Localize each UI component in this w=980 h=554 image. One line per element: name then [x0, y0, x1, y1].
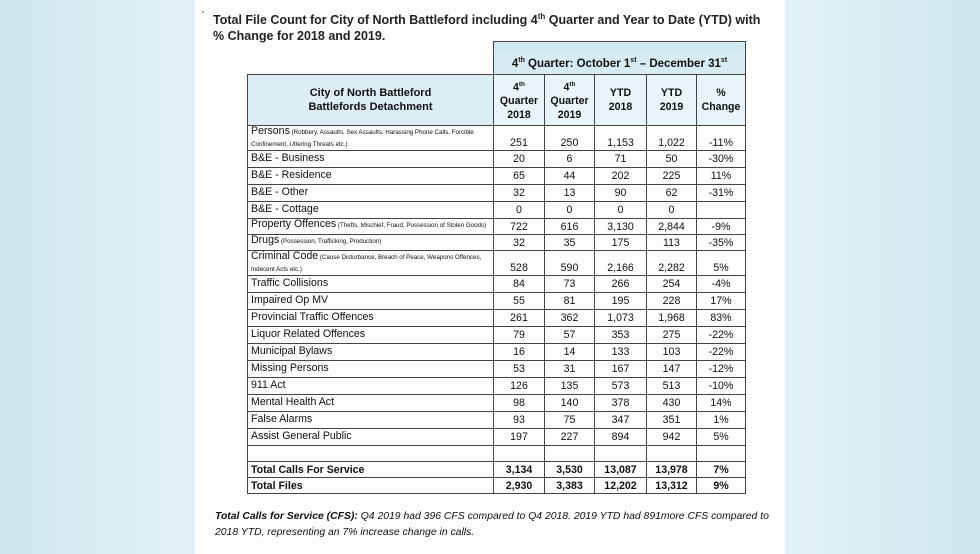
cell-q4-2018: 93: [494, 412, 545, 429]
bullet-mark: ': [202, 10, 204, 21]
row-label: [248, 412, 494, 429]
table-row: [248, 151, 746, 168]
cell-ytd-2018: 167: [595, 361, 647, 378]
row-label: [248, 235, 494, 251]
table-row: [248, 327, 746, 344]
row-label: [248, 293, 494, 310]
cell-q4-2018: 65: [494, 168, 545, 185]
row-label: [248, 126, 494, 151]
document-page: [195, 0, 785, 554]
row-label-note: (Thefts, Mischief, Fraud, Possession of Stolen Goods): [336, 222, 487, 229]
title-superscript: th: [537, 12, 546, 21]
cell-q4-2018: 0: [494, 202, 545, 219]
footer-bold: Total Calls for Service (CFS):: [215, 511, 358, 522]
cell-ytd-2019: 13,978: [647, 462, 697, 478]
cell-ytd-2019: 351: [647, 412, 697, 429]
cell-q4-2019: 13: [545, 185, 595, 202]
row-label: [248, 395, 494, 412]
cell-ytd-2018: 378: [595, 395, 647, 412]
cell-ytd-2019: 2,844: [647, 219, 697, 235]
row-label-text: Liquor Related Offences: [251, 328, 366, 340]
table-row: [248, 395, 746, 412]
cell-q4-2019: 14: [545, 344, 595, 361]
row-label: [248, 251, 494, 276]
cell-ytd-2018: 0: [595, 202, 647, 219]
cell-pct-change: [697, 202, 746, 219]
cell-ytd-2019: 513: [647, 378, 697, 395]
cell-pct-change: -22%: [697, 344, 746, 361]
cell-q4-2018: 528: [494, 251, 545, 276]
cell-ytd-2018: 266: [595, 276, 647, 293]
row-label-text: Drugs: [251, 234, 280, 246]
row-label: [248, 361, 494, 378]
cell-ytd-2019: 147: [647, 361, 697, 378]
row-label-text: Impaired Op MV: [251, 294, 329, 306]
cell-q4-2019: 81: [545, 293, 595, 310]
cell-q4-2018: 722: [494, 219, 545, 235]
row-label: [248, 327, 494, 344]
col-q4-2018-header: 4th Quarter 2018: [494, 75, 545, 126]
row-label: [248, 478, 494, 494]
cell-q4-2019: 0: [545, 202, 595, 219]
table-row: [248, 168, 746, 185]
cell-pct-change: -12%: [697, 361, 746, 378]
table-row: [248, 361, 746, 378]
cell-q4-2018: 126: [494, 378, 545, 395]
row-label-text: B&E - Residence: [251, 169, 332, 181]
row-label: [248, 429, 494, 446]
row-label: [248, 378, 494, 395]
table-row: [248, 126, 746, 151]
cell-q4-2018: 84: [494, 276, 545, 293]
cell-q4-2018: 32: [494, 235, 545, 251]
table-row: [248, 429, 746, 446]
table-row: [248, 412, 746, 429]
table-row: [248, 344, 746, 361]
cell-ytd-2019: 225: [647, 168, 697, 185]
cell-ytd-2019: 62: [647, 185, 697, 202]
cell-q4-2018: 2,930: [494, 478, 545, 494]
cell-pct-change: -9%: [697, 219, 746, 235]
cell-q4-2019: 250: [545, 126, 595, 151]
cell-ytd-2019: 228: [647, 293, 697, 310]
background-right: [785, 0, 980, 554]
cell-q4-2019: 362: [545, 310, 595, 327]
row-label: [248, 276, 494, 293]
document-title: [213, 9, 773, 44]
row-label: [248, 202, 494, 219]
cell-ytd-2018: 3,130: [595, 219, 647, 235]
row-label-text: Missing Persons: [251, 362, 329, 374]
row-label-text: Assist General Public: [251, 430, 352, 442]
row-label-note: (Robbery, Assaults, Sex Assaults, Harassing Phone Calls, Forcible Confinement, Uttering Threats etc.): [251, 129, 474, 148]
totals-row: [248, 462, 746, 478]
cell-pct-change: 7%: [697, 462, 746, 478]
cell-pct-change: 5%: [697, 429, 746, 446]
cell-q4-2019: 31: [545, 361, 595, 378]
cell-pct-change: -10%: [697, 378, 746, 395]
cell-ytd-2018: 347: [595, 412, 647, 429]
period-header: 4th Quarter: October 1st – December 31st: [494, 42, 746, 75]
row-label: [248, 185, 494, 202]
row-label: [248, 462, 494, 478]
title-text-1: Total File Count for City of North Battleford including 4: [213, 13, 538, 28]
cell-pct-change: 5%: [697, 251, 746, 276]
footer-note: [215, 509, 775, 541]
cell-q4-2019: 73: [545, 276, 595, 293]
row-label-text: Mental Health Act: [251, 396, 335, 408]
cell-q4-2019: 57: [545, 327, 595, 344]
cell-ytd-2018: 1,153: [595, 126, 647, 151]
row-label: [248, 344, 494, 361]
table-row: [248, 310, 746, 327]
col-q4-2019-header: 4th Quarter 2019: [545, 75, 595, 126]
row-label-text: Traffic Collisions: [251, 277, 329, 289]
cell-q4-2018: 261: [494, 310, 545, 327]
row-label-text: Total Calls For Service: [251, 463, 365, 476]
cell-pct-change: 14%: [697, 395, 746, 412]
cell-q4-2018: 197: [494, 429, 545, 446]
cell-ytd-2019: 275: [647, 327, 697, 344]
cell-q4-2019: 44: [545, 168, 595, 185]
cell-q4-2019: 3,383: [545, 478, 595, 494]
col-ytd-2018-header: YTD 2018: [595, 75, 647, 126]
row-label-note: (Cause Disturbance, Breach of Peace, Weapons Offences, Indecent Acts etc.): [251, 254, 482, 273]
cell-ytd-2019: 2,282: [647, 251, 697, 276]
cell-pct-change: -35%: [697, 235, 746, 251]
cell-q4-2018: 3,134: [494, 462, 545, 478]
cell-ytd-2018: 12,202: [595, 478, 647, 494]
cell-q4-2018: 32: [494, 185, 545, 202]
table-row: [248, 202, 746, 219]
row-label-text: B&E - Other: [251, 186, 309, 198]
table-row: [248, 219, 746, 235]
cell-ytd-2019: 50: [647, 151, 697, 168]
row-label-text: Persons: [251, 125, 290, 137]
cell-q4-2019: 6: [545, 151, 595, 168]
row-label-text: Total Files: [251, 479, 303, 492]
cell-ytd-2018: 573: [595, 378, 647, 395]
cell-ytd-2018: 133: [595, 344, 647, 361]
row-label: [248, 151, 494, 168]
cell-q4-2018: 20: [494, 151, 545, 168]
cell-pct-change: -30%: [697, 151, 746, 168]
city-header: City of North Battleford Battlefords Detachment: [248, 75, 494, 126]
row-label-text: Municipal Bylaws: [251, 345, 333, 357]
cell-pct-change: 1%: [697, 412, 746, 429]
cell-q4-2018: 55: [494, 293, 545, 310]
table-spacer-row: [248, 446, 746, 462]
cell-pct-change: 17%: [697, 293, 746, 310]
cell-pct-change: 83%: [697, 310, 746, 327]
cell-ytd-2019: 0: [647, 202, 697, 219]
period-header-row: [248, 42, 746, 75]
cell-q4-2019: 35: [545, 235, 595, 251]
cell-q4-2019: 135: [545, 378, 595, 395]
cell-ytd-2019: 1,968: [647, 310, 697, 327]
row-label-text: B&E - Cottage: [251, 203, 319, 215]
cell-q4-2018: 98: [494, 395, 545, 412]
row-label-text: 911 Act: [251, 379, 286, 391]
cell-ytd-2018: 71: [595, 151, 647, 168]
row-label-text: Provincial Traffic Offences: [251, 311, 374, 323]
cell-ytd-2018: 894: [595, 429, 647, 446]
totals-row: [248, 478, 746, 494]
table-row: [248, 251, 746, 276]
file-count-table: [247, 41, 746, 494]
table-row: [248, 185, 746, 202]
column-header-row: [248, 75, 746, 126]
cell-ytd-2019: 1,022: [647, 126, 697, 151]
table-row: [248, 293, 746, 310]
cell-q4-2019: 3,530: [545, 462, 595, 478]
cell-ytd-2018: 90: [595, 185, 647, 202]
title-text-2: Quarter and Year to Date (YTD) with % Change for 2018 and 2019.: [213, 13, 761, 44]
row-label: [248, 168, 494, 185]
cell-pct-change: -11%: [697, 126, 746, 151]
table-row: [248, 276, 746, 293]
background-left: [0, 0, 195, 554]
cell-ytd-2019: 113: [647, 235, 697, 251]
cell-ytd-2019: 942: [647, 429, 697, 446]
cell-q4-2019: 140: [545, 395, 595, 412]
cell-ytd-2019: 13,312: [647, 478, 697, 494]
row-label-text: B&E - Business: [251, 152, 325, 164]
row-label-text: Criminal Code: [251, 250, 319, 262]
cell-ytd-2019: 430: [647, 395, 697, 412]
cell-q4-2018: 16: [494, 344, 545, 361]
cell-q4-2018: 251: [494, 126, 545, 151]
cell-ytd-2018: 13,087: [595, 462, 647, 478]
table-row: [248, 235, 746, 251]
cell-q4-2018: 53: [494, 361, 545, 378]
cell-pct-change: 9%: [697, 478, 746, 494]
cell-pct-change: -31%: [697, 185, 746, 202]
cell-q4-2019: 227: [545, 429, 595, 446]
cell-ytd-2019: 103: [647, 344, 697, 361]
cell-pct-change: -22%: [697, 327, 746, 344]
row-label-note: (Possession, Trafficking, Production): [279, 238, 382, 245]
row-label-text: False Alarms: [251, 413, 313, 425]
col-ytd-2019-header: YTD 2019: [647, 75, 697, 126]
row-label-text: Property Offences: [251, 218, 337, 230]
row-label: [248, 310, 494, 327]
cell-pct-change: 11%: [697, 168, 746, 185]
cell-ytd-2019: 254: [647, 276, 697, 293]
cell-ytd-2018: 202: [595, 168, 647, 185]
cell-q4-2019: 590: [545, 251, 595, 276]
cell-ytd-2018: 195: [595, 293, 647, 310]
cell-ytd-2018: 175: [595, 235, 647, 251]
cell-q4-2018: 79: [494, 327, 545, 344]
col-pct-change-header: % Change: [697, 75, 746, 126]
cell-ytd-2018: 2,166: [595, 251, 647, 276]
row-label: [248, 219, 494, 235]
cell-q4-2019: 75: [545, 412, 595, 429]
cell-q4-2019: 616: [545, 219, 595, 235]
cell-ytd-2018: 1,073: [595, 310, 647, 327]
footer-text: Q4 2019 had 396 CFS compared to Q4 2018. 2019 YTD had 891more CFS compared to 2018 YTD, representing an 7% increase change in calls.: [215, 511, 769, 538]
table-row: [248, 378, 746, 395]
cell-ytd-2018: 353: [595, 327, 647, 344]
cell-pct-change: -4%: [697, 276, 746, 293]
